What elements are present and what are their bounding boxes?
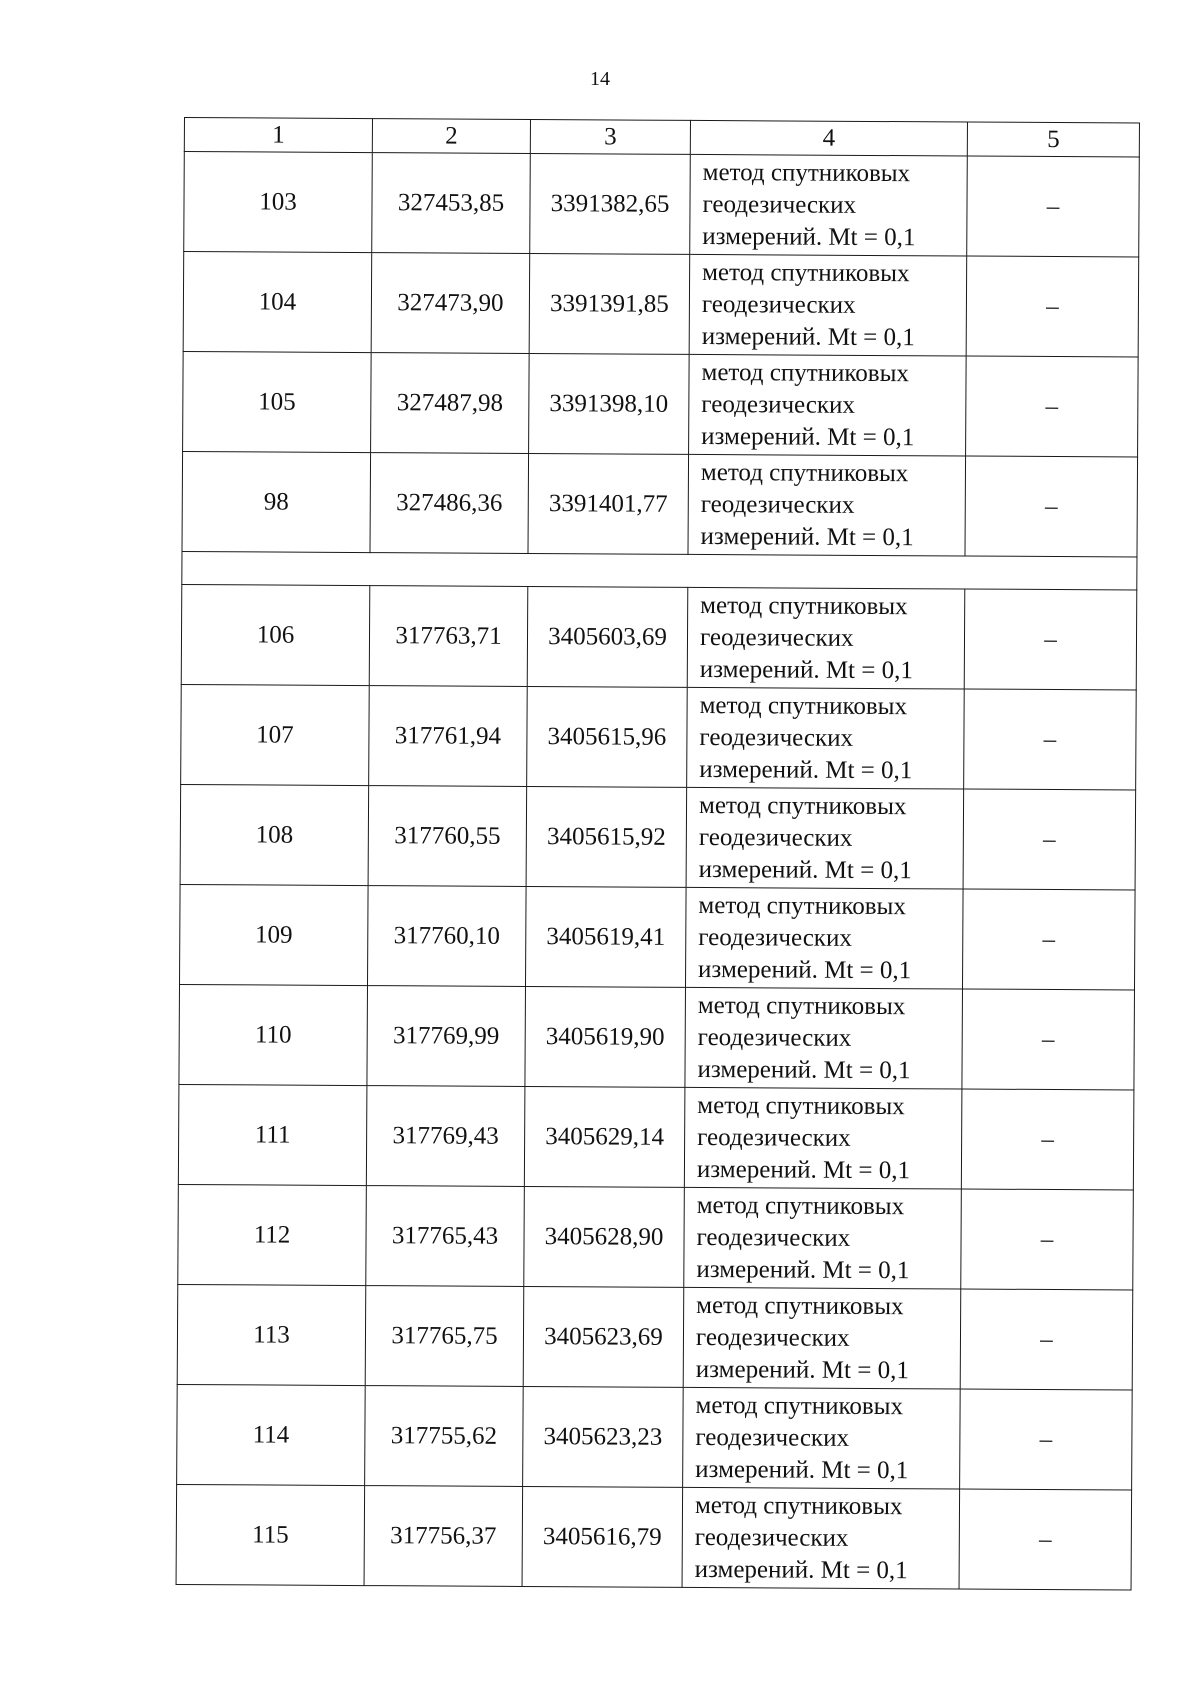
cell-point-number: 111 [178, 1084, 367, 1185]
column-header: 4 [690, 120, 967, 156]
cell-note: – [964, 589, 1137, 690]
cell-coordinate-x: 317761,94 [369, 686, 528, 787]
cell-note: – [963, 789, 1136, 890]
cell-note: – [961, 1189, 1134, 1290]
table-row [176, 1484, 1132, 1589]
cell-method: метод спутниковых геодезических измерений. Mt = 0,1 [685, 987, 963, 1089]
cell-coordinate-y: 3405623,23 [523, 1386, 684, 1487]
table-row [183, 351, 1139, 456]
cell-point-number: 113 [177, 1284, 366, 1385]
cell-coordinate-y: 3391398,10 [529, 353, 690, 454]
cell-note: – [962, 989, 1135, 1090]
cell-point-number: 112 [178, 1184, 367, 1285]
cell-point-number: 108 [180, 784, 369, 885]
table-row [184, 152, 1140, 257]
column-header: 2 [372, 119, 530, 154]
table-row [183, 252, 1139, 357]
cell-note: – [961, 1089, 1134, 1190]
cell-coordinate-x: 327487,98 [371, 353, 530, 454]
column-header: 3 [530, 119, 690, 154]
coordinates-table-body [176, 118, 1139, 1590]
cell-method: метод спутниковых геодезических измерений. Mt = 0,1 [683, 1387, 961, 1489]
table-row [177, 1384, 1133, 1489]
cell-note: – [962, 889, 1135, 990]
cell-coordinate-x: 317760,10 [368, 886, 527, 987]
cell-note: – [965, 456, 1138, 557]
cell-coordinate-y: 3405615,92 [526, 786, 687, 887]
cell-coordinate-x: 317755,62 [365, 1386, 524, 1487]
cell-coordinate-y: 3405615,96 [527, 686, 688, 787]
cell-coordinate-y: 3405623,69 [523, 1286, 684, 1387]
cell-coordinate-x: 317769,99 [367, 986, 526, 1087]
cell-note: – [960, 1289, 1133, 1390]
cell-coordinate-x: 317763,71 [369, 586, 528, 687]
cell-coordinate-x: 317769,43 [366, 1086, 525, 1187]
cell-coordinate-x: 317760,55 [368, 786, 527, 887]
cell-method: метод спутниковых геодезических измерений. Mt = 0,1 [686, 787, 964, 889]
table-row [179, 984, 1135, 1089]
separator-cell [182, 551, 1137, 589]
cell-coordinate-y: 3405619,41 [525, 886, 686, 987]
cell-note: – [960, 1389, 1133, 1490]
column-header: 5 [967, 122, 1139, 157]
cell-coordinate-y: 3391391,85 [529, 253, 690, 354]
table-row [182, 451, 1138, 556]
cell-note: – [964, 689, 1137, 790]
cell-point-number: 103 [184, 152, 373, 253]
table-row [181, 584, 1137, 689]
cell-coordinate-x: 317765,75 [365, 1286, 524, 1387]
cell-method: метод спутниковых геодезических измерений. Mt = 0,1 [690, 154, 968, 256]
cell-point-number: 105 [183, 351, 372, 452]
cell-coordinate-x: 317756,37 [364, 1486, 523, 1587]
cell-point-number: 106 [181, 584, 370, 685]
cell-point-number: 114 [177, 1384, 366, 1485]
table-separator-row [182, 551, 1137, 589]
cell-method: метод спутниковых геодезических измерений. Mt = 0,1 [687, 587, 965, 689]
table-row [178, 1184, 1134, 1289]
cell-coordinate-y: 3405629,14 [524, 1086, 685, 1187]
table-row [178, 1084, 1134, 1189]
cell-coordinate-y: 3405616,79 [522, 1486, 683, 1587]
cell-method: метод спутниковых геодезических измерений. Mt = 0,1 [683, 1287, 961, 1389]
cell-method: метод спутниковых геодезических измерений. Mt = 0,1 [687, 687, 965, 789]
table-row [177, 1284, 1133, 1389]
table-row [180, 884, 1136, 989]
cell-coordinate-y: 3405619,90 [525, 986, 686, 1087]
cell-coordinate-y: 3391382,65 [530, 153, 691, 254]
column-header: 1 [184, 118, 372, 153]
cell-note: – [967, 156, 1140, 257]
cell-method: метод спутниковых геодезических измерений. Mt = 0,1 [689, 254, 967, 356]
page-number: 14 [590, 68, 610, 90]
cell-method: метод спутниковых геодезических измерений. Mt = 0,1 [689, 354, 967, 456]
cell-note: – [959, 1489, 1132, 1590]
table-header-row [184, 118, 1139, 157]
cell-coordinate-y: 3405628,90 [524, 1186, 685, 1287]
table-row [181, 684, 1137, 789]
cell-point-number: 104 [183, 252, 372, 353]
cell-coordinate-x: 327453,85 [372, 153, 531, 254]
cell-point-number: 109 [180, 884, 369, 985]
cell-coordinate-x: 317765,43 [366, 1186, 525, 1287]
cell-method: метод спутниковых геодезических измерений. Mt = 0,1 [684, 1187, 962, 1289]
table-row [180, 784, 1136, 889]
cell-method: метод спутниковых геодезических измерений. Mt = 0,1 [682, 1487, 960, 1589]
cell-point-number: 98 [182, 451, 371, 552]
cell-coordinate-y: 3405603,69 [527, 586, 688, 687]
cell-point-number: 110 [179, 984, 368, 1085]
cell-method: метод спутниковых геодезических измерений. Mt = 0,1 [685, 887, 963, 989]
cell-point-number: 107 [181, 684, 370, 785]
cell-method: метод спутниковых геодезических измерений. Mt = 0,1 [684, 1087, 962, 1189]
cell-coordinate-y: 3391401,77 [528, 453, 689, 554]
cell-point-number: 115 [176, 1484, 365, 1585]
cell-note: – [966, 356, 1139, 457]
coordinates-table [176, 117, 1140, 1590]
cell-note: – [966, 256, 1139, 357]
coordinates-table-container [176, 117, 1139, 1590]
cell-coordinate-x: 327486,36 [370, 453, 529, 554]
cell-coordinate-x: 327473,90 [371, 253, 530, 354]
cell-method: метод спутниковых геодезических измерений. Mt = 0,1 [688, 454, 966, 556]
